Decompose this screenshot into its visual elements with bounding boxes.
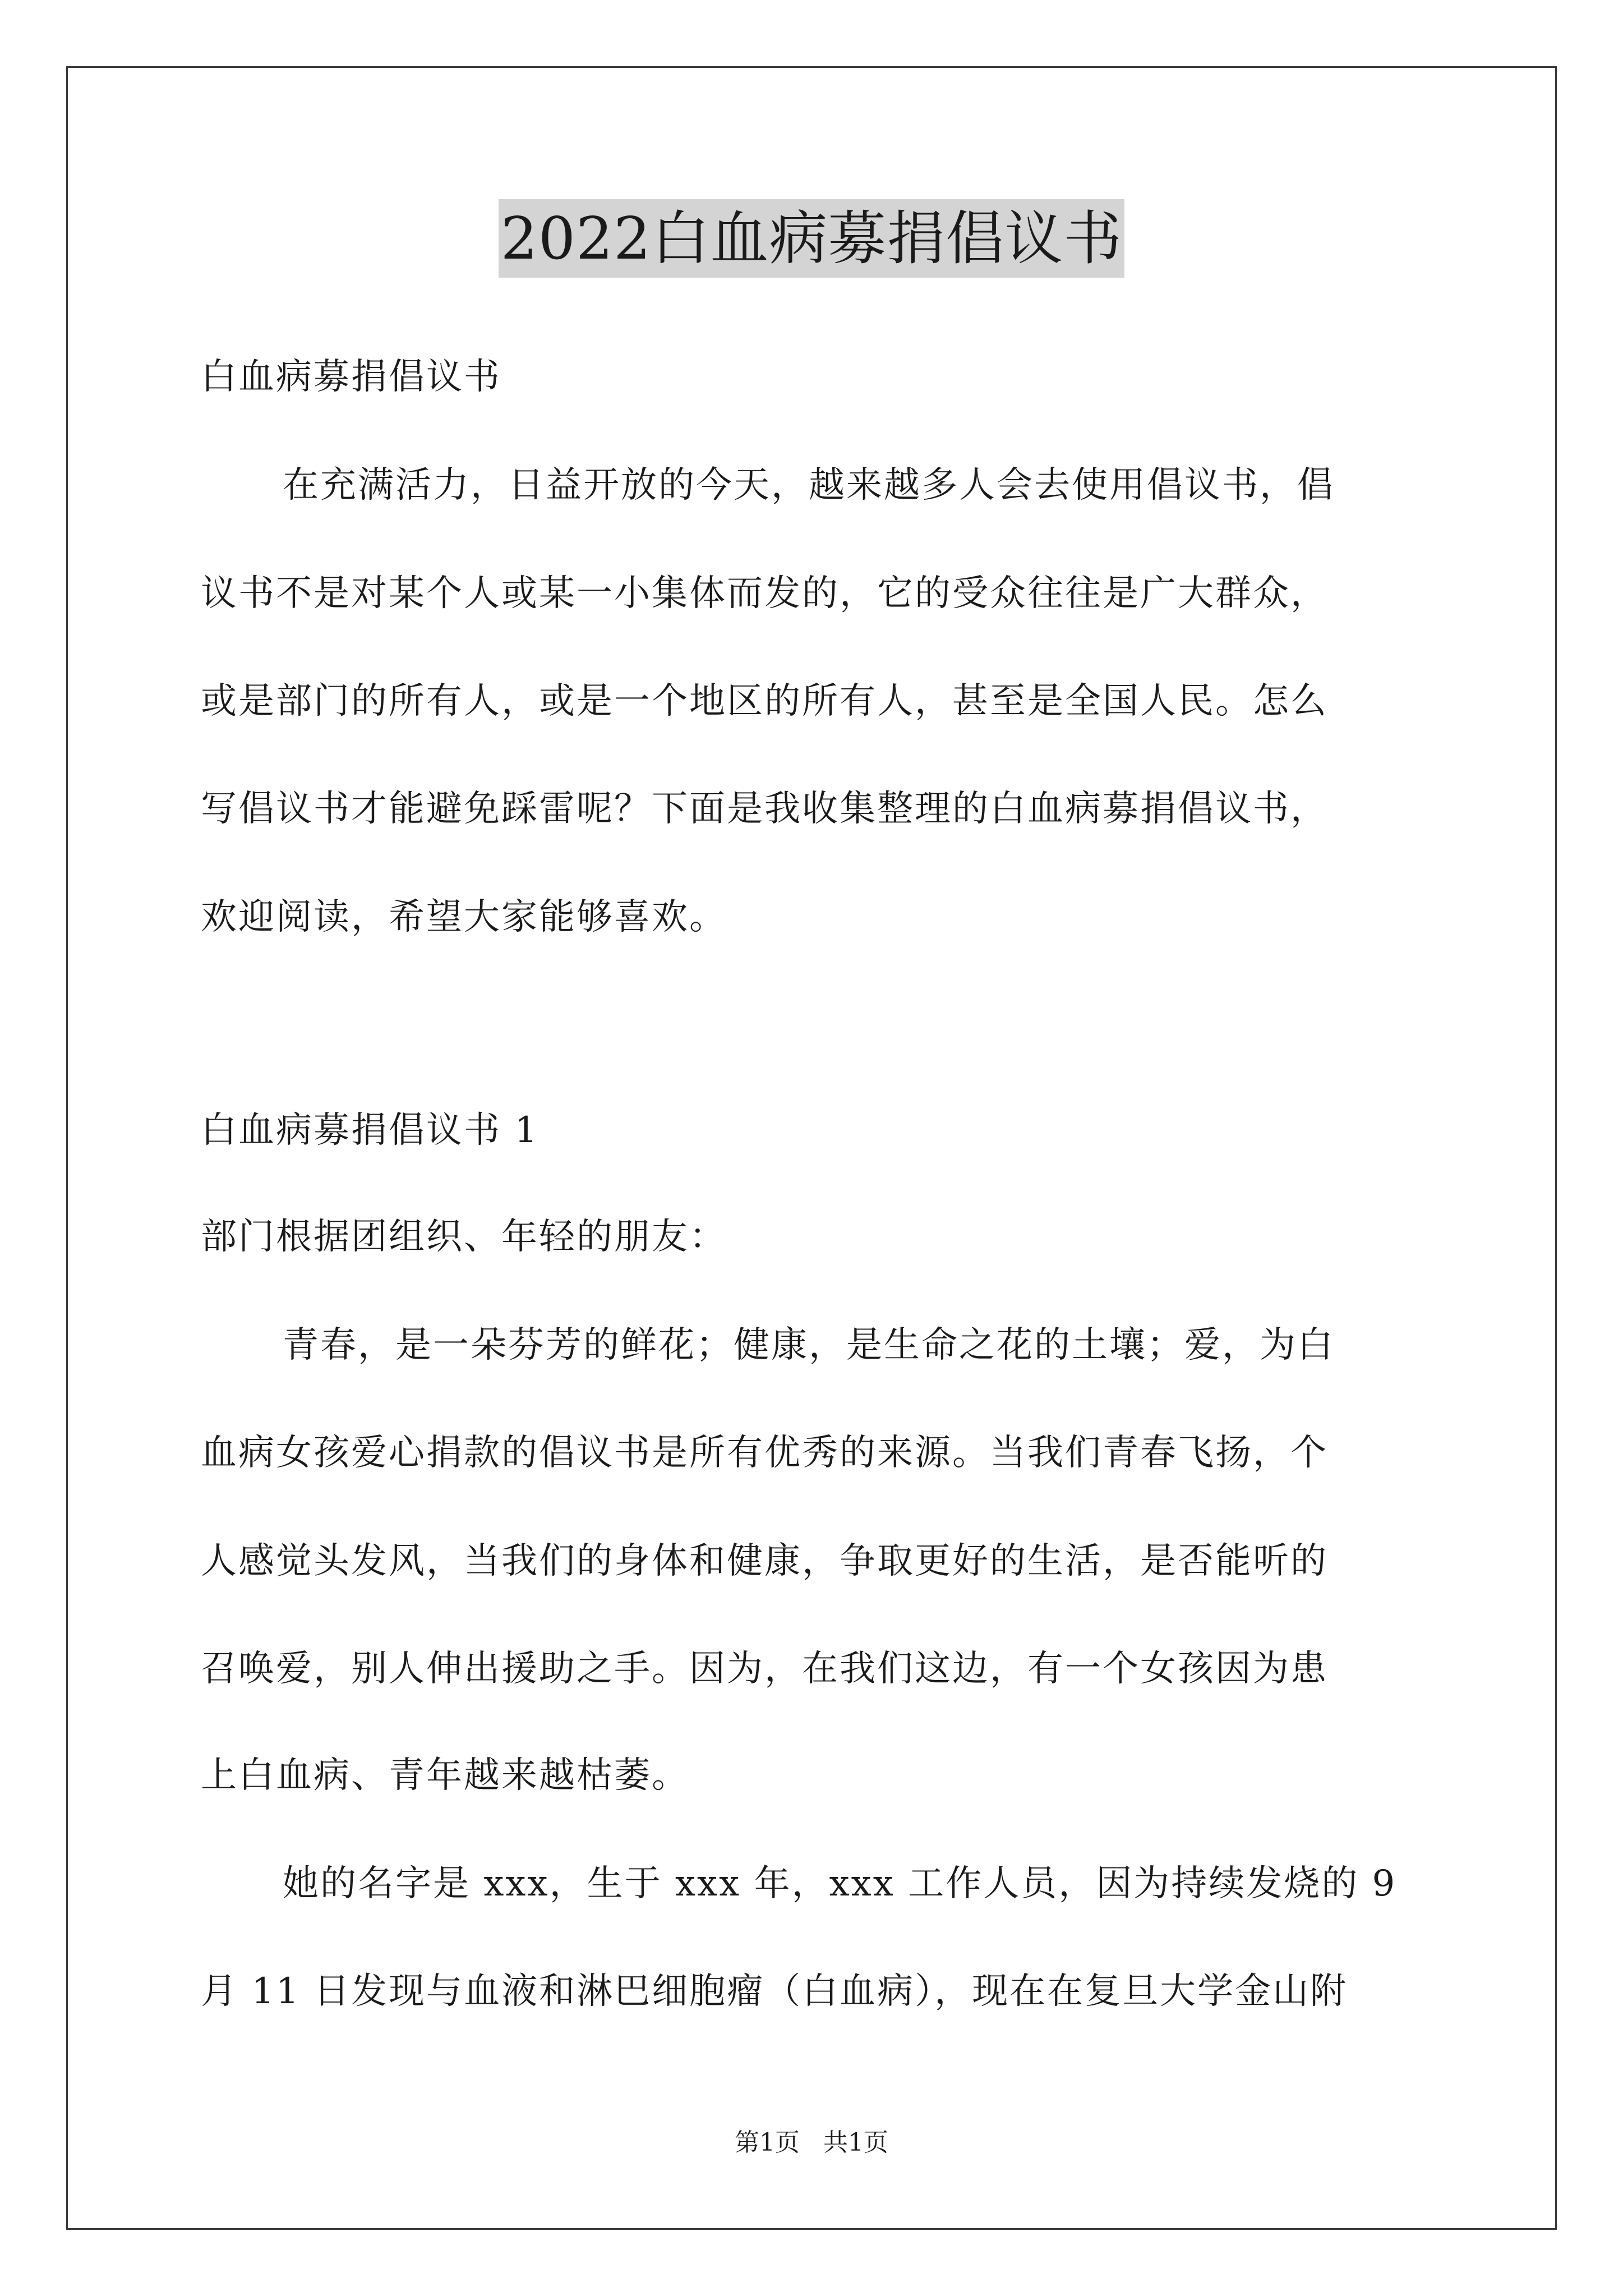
page-total: 共1页 bbox=[823, 2128, 888, 2157]
para1-line: 人感觉头发风，当我们的身体和健康，争取更好的生活，是否能听的 bbox=[201, 1540, 1328, 1582]
para1-line: 召唤爱，别人伸出援助之手。因为，在我们这边，有一个女孩因为患 bbox=[201, 1648, 1328, 1690]
page-footer bbox=[0, 2126, 1623, 2160]
intro-line: 写倡议书才能避免踩雷呢？下面是我收集整理的白血病募捐倡议书， bbox=[201, 788, 1328, 830]
page-number: 第1页 bbox=[735, 2128, 800, 2157]
document-title: 2022白血病募捐倡议书 bbox=[499, 199, 1125, 278]
title-block bbox=[0, 199, 1623, 278]
intro-line: 欢迎阅读，希望大家能够喜欢。 bbox=[201, 896, 727, 938]
heading-main: 白血病募捐倡议书 bbox=[201, 356, 501, 398]
para2-line: 月 11 日发现与血液和淋巴细胞瘤（白血病），现在在复旦大学金山附 bbox=[201, 1971, 1348, 2012]
intro-line: 或是部门的所有人，或是一个地区的所有人，甚至是全国人民。怎么 bbox=[201, 680, 1328, 722]
salutation: 部门根据团组织、年轻的朋友： bbox=[201, 1216, 727, 1258]
para1-line: 血病女孩爱心捐款的倡议书是所有优秀的来源。当我们青春飞扬，个 bbox=[201, 1432, 1328, 1474]
para1-line: 上白血病、青年越来越枯萎。 bbox=[201, 1755, 689, 1796]
intro-line: 在充满活力，日益开放的今天，越来越多人会去使用倡议书，倡 bbox=[283, 464, 1335, 506]
intro-line: 议书不是对某个人或某一小集体而发的，它的受众往往是广大群众， bbox=[201, 573, 1328, 614]
para1-line: 青春，是一朵芬芳的鲜花；健康，是生命之花的土壤；爱，为白 bbox=[283, 1324, 1335, 1366]
para2-line: 她的名字是 xxx，生于 xxx 年，xxx 工作人员，因为持续发烧的 9 bbox=[283, 1863, 1397, 1904]
heading-section-1: 白血病募捐倡议书 1 bbox=[201, 1110, 540, 1151]
